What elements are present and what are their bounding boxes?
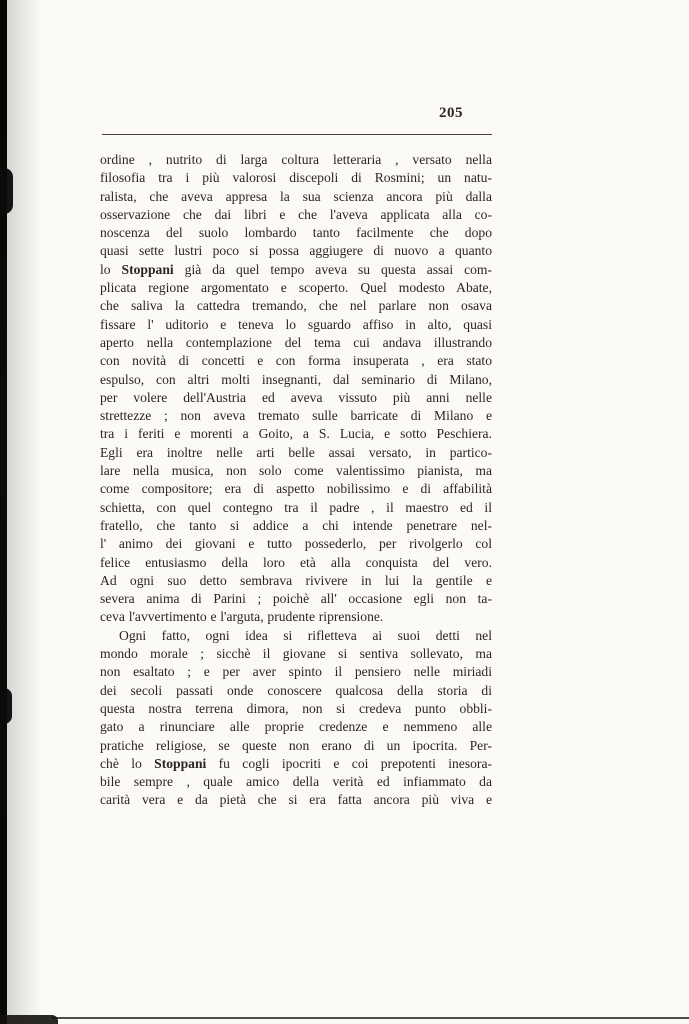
text-line xyxy=(100,627,492,645)
text-line xyxy=(100,554,492,572)
page-number: 205 xyxy=(439,105,463,121)
text-segment: espulso, con altri molti insegnanti, dal seminario di Milano, xyxy=(100,371,492,387)
text-line xyxy=(100,499,492,517)
text-line xyxy=(100,224,492,242)
text-segment: noscenza del suolo lombardo tanto facilmente che dopo xyxy=(100,225,492,241)
bottom-scan-line xyxy=(52,1017,689,1019)
text-line xyxy=(100,462,492,480)
text-segment: fu cogli ipocriti e coi prepotenti inesora- xyxy=(206,755,492,771)
text-line xyxy=(100,700,492,718)
text-segment: pratiche religiose, se queste non erano di un ipocrita. Per- xyxy=(100,737,492,753)
text-line xyxy=(100,206,492,224)
text-line xyxy=(100,389,492,407)
text-segment: non esaltato ; e per aver spinto il pensiero nelle miriadi xyxy=(100,664,492,680)
text-line xyxy=(100,682,492,700)
text-line xyxy=(100,169,492,187)
text-line xyxy=(100,645,492,663)
text-segment: l' animo dei giovani e tutto possederlo, per rivolgerlo col xyxy=(100,536,492,552)
text-segment: Ad ogni suo detto sembrava rivivere in lui la gentile e xyxy=(100,572,492,588)
text-line xyxy=(100,572,492,590)
text-line xyxy=(100,151,492,169)
text-line xyxy=(100,279,492,297)
text-segment: aperto nella contemplazione del tema cui andava illustrando xyxy=(100,334,492,350)
binding-shadow xyxy=(7,0,41,1024)
text-segment: carità vera e da pietà che si era fatta ancora più viva e xyxy=(100,792,492,808)
text-segment: ceva l'avvertimento e l'arguta, prudente riprensione. xyxy=(100,609,384,625)
text-segment: felice entusiasmo della loro età alla conquista del vero. xyxy=(100,554,492,570)
text-line xyxy=(100,480,492,498)
text-segment: come compositore; era di aspetto nobilissimo e di affabilità xyxy=(100,481,492,497)
text-line xyxy=(100,755,492,773)
text-segment: osservazione che dai libri e che l'aveva applicata alla co- xyxy=(100,206,492,222)
text-line xyxy=(100,334,492,352)
text-line xyxy=(100,352,492,370)
text-segment: per volere dell'Austria ed aveva vissuto più anni nelle xyxy=(100,389,492,405)
text-segment: mondo morale ; sicchè il giovane si sentiva sollevato, ma xyxy=(100,646,492,662)
text-segment: fissare l' uditorio e teneva lo sguardo affiso in alto, quasi xyxy=(100,316,492,332)
text-segment: questa nostra terrena dimora, non si credeva punto obbli- xyxy=(100,700,492,716)
text-segment: filosofia tra i più valorosi discepoli di Rosmini; un natu- xyxy=(100,170,492,186)
text-segment: Ogni fatto, ogni idea si rifletteva ai suoi detti nel xyxy=(119,627,492,643)
text-segment: fratello, che tanto si addice a chi intende penetrare nel- xyxy=(100,517,492,533)
text-segment: Egli era inoltre nelle arti belle assai versato, in partico- xyxy=(100,444,492,460)
text-segment: strettezze ; non aveva tremato sulle barricate di Milano e xyxy=(100,408,492,424)
text-segment: con novità di concetti e con forma insuperata , era stato xyxy=(100,353,492,369)
text-segment: quasi sette lustri poco si possa aggiugere di nuovo a quanto xyxy=(100,243,492,259)
text-line xyxy=(100,407,492,425)
text-segment-bold: Stoppani xyxy=(121,261,174,277)
text-line xyxy=(100,590,492,608)
header-rule xyxy=(102,134,492,135)
text-segment: plicata regione argomentato e scoperto. Quel modesto Abate, xyxy=(100,280,492,296)
text-segment: chè lo xyxy=(100,755,155,771)
text-line xyxy=(100,297,492,315)
text-segment: severa anima di Parini ; poichè all' occasione egli non ta- xyxy=(100,591,492,607)
text-line xyxy=(100,261,492,279)
text-line xyxy=(100,425,492,443)
text-segment: gato a rinunciare alle proprie credenze e nemmeno alle xyxy=(100,719,492,735)
text-line xyxy=(100,791,492,809)
text-segment: ralista, che aveva appresa la sua scienza ancora più dalla xyxy=(100,188,492,204)
text-line xyxy=(100,242,492,260)
text-line xyxy=(100,371,492,389)
text-line xyxy=(100,444,492,462)
text-line xyxy=(100,535,492,553)
text-line xyxy=(100,316,492,334)
text-segment: dei secoli passati onde conoscere qualcosa della storia di xyxy=(100,682,492,698)
text-line xyxy=(100,188,492,206)
text-segment: ordine , nutrito di larga coltura letteraria , versato nella xyxy=(100,152,492,167)
text-segment: schietta, con quel contegno tra il padre , il maestro ed il xyxy=(100,499,492,515)
text-line xyxy=(100,718,492,736)
text-line xyxy=(100,608,492,626)
text-segment: lo xyxy=(100,261,122,277)
text-segment: lare nella musica, non solo come valentissimo pianista, ma xyxy=(100,463,492,479)
text-segment: già da quel tempo aveva su questa assai com- xyxy=(173,261,493,277)
text-block xyxy=(100,151,492,810)
text-line xyxy=(100,517,492,535)
text-segment: che saliva la cattedra tremando, che nel parlare non osava xyxy=(100,298,492,314)
text-segment: bile sempre , quale amico della verità ed infiammato da xyxy=(100,774,492,790)
binding-edge xyxy=(0,0,7,1024)
text-segment: tra i feriti e morenti a Goito, a S. Lucia, e sotto Peschiera. xyxy=(100,426,492,442)
bottom-corner-smudge xyxy=(0,1015,58,1024)
text-segment-bold: Stoppani xyxy=(154,755,207,771)
text-line xyxy=(100,663,492,681)
text-line xyxy=(100,737,492,755)
text-line xyxy=(100,773,492,791)
